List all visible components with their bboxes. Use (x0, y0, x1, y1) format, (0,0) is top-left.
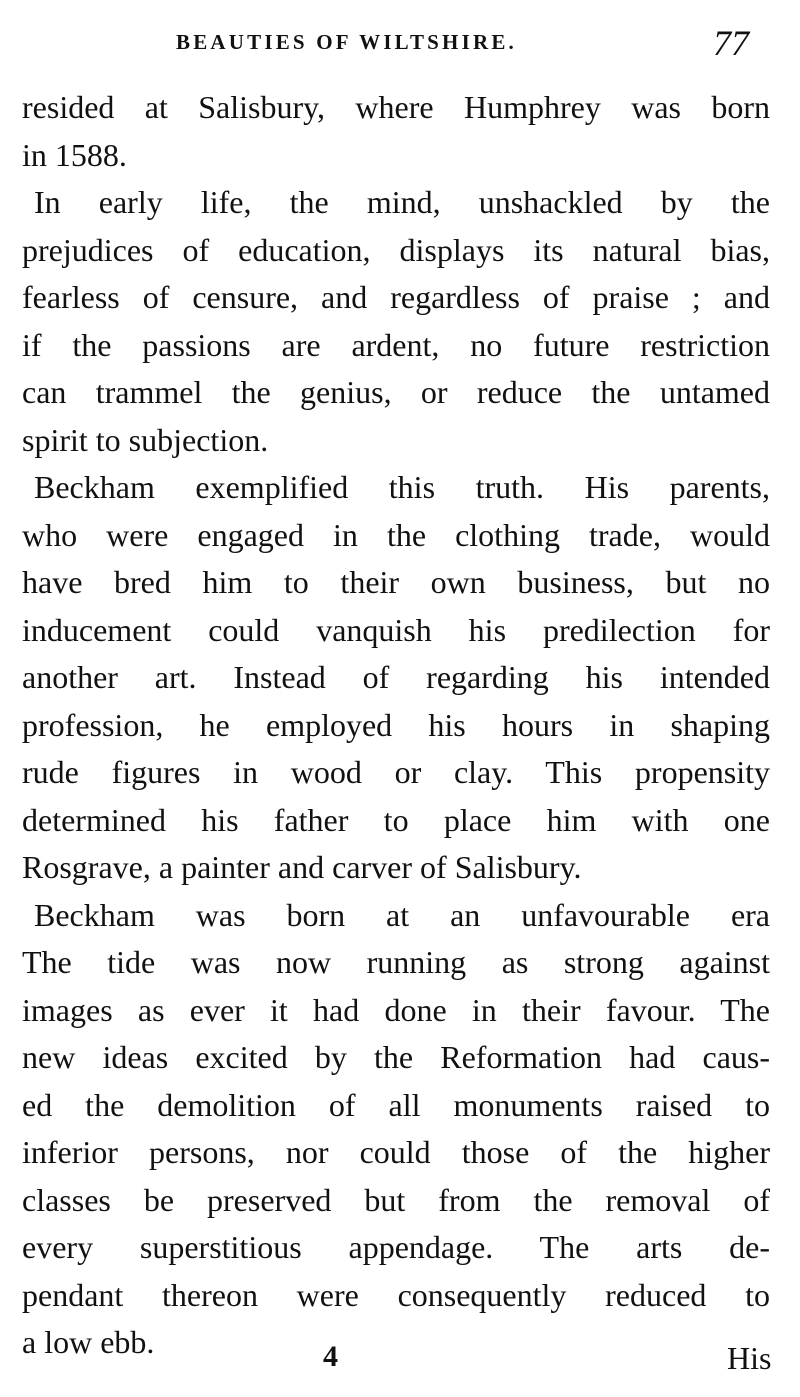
text-line: The tide was now running as strong against (22, 944, 770, 980)
text-line: images as ever it had done in their favour. The (22, 991, 770, 1028)
text-line: fearless of censure, and regardless of praise ; and (22, 279, 770, 315)
text-line: a low ebb. (22, 1324, 155, 1360)
text-line: spirit to subjection. (22, 421, 269, 458)
text-line: inducement could vanquish his predilection for (22, 611, 770, 648)
text-line: determined his father to place him with one (22, 801, 770, 838)
text-line: Beckham was born at an unfavourable era (34, 896, 770, 933)
catchword: His (727, 1340, 772, 1376)
text-line: every superstitious appendage. The arts de- (22, 1229, 770, 1265)
text-line: who were engaged in the clothing trade, would (22, 516, 770, 553)
text-line: new ideas excited by the Reformation had caus- (22, 1039, 770, 1075)
text-line: inferior persons, nor could those of the higher (22, 1134, 770, 1170)
signature-mark: 4 (323, 1340, 338, 1373)
text-line: classes be preserved but from the removal of (22, 1181, 770, 1218)
text-line: In early life, the mind, unshackled by the (34, 184, 770, 220)
page-number: 77 (713, 23, 749, 63)
running-head (0, 22, 800, 72)
text-line: pendant thereon were consequently reduced to (22, 1276, 770, 1313)
text-line: Rosgrave, a painter and carver of Salisbury. (22, 849, 582, 885)
text-line: rude figures in wood or clay. This propensity (22, 754, 770, 790)
text-line: prejudices of education, displays its natural bias, (22, 231, 770, 268)
running-title: BEAUTIES OF WILTSHIRE. (176, 30, 517, 54)
text-line: ed the demolition of all monuments raised to (22, 1086, 770, 1123)
text-line: in 1588. (22, 136, 127, 173)
text-line: can trammel the genius, or reduce the untamed (22, 374, 770, 410)
text-line: profession, he employed his hours in shaping (22, 706, 770, 743)
page-footer (0, 1340, 800, 1390)
text-line: have bred him to their own business, but no (22, 564, 770, 600)
body-text (22, 84, 770, 1367)
text-line: resided at Salisbury, where Humphrey was born (22, 89, 770, 125)
text-line: if the passions are ardent, no future restriction (22, 326, 770, 363)
text-line: Beckham exemplified this truth. His parents, (34, 469, 770, 505)
text-line: another art. Instead of regarding his intended (22, 659, 770, 695)
